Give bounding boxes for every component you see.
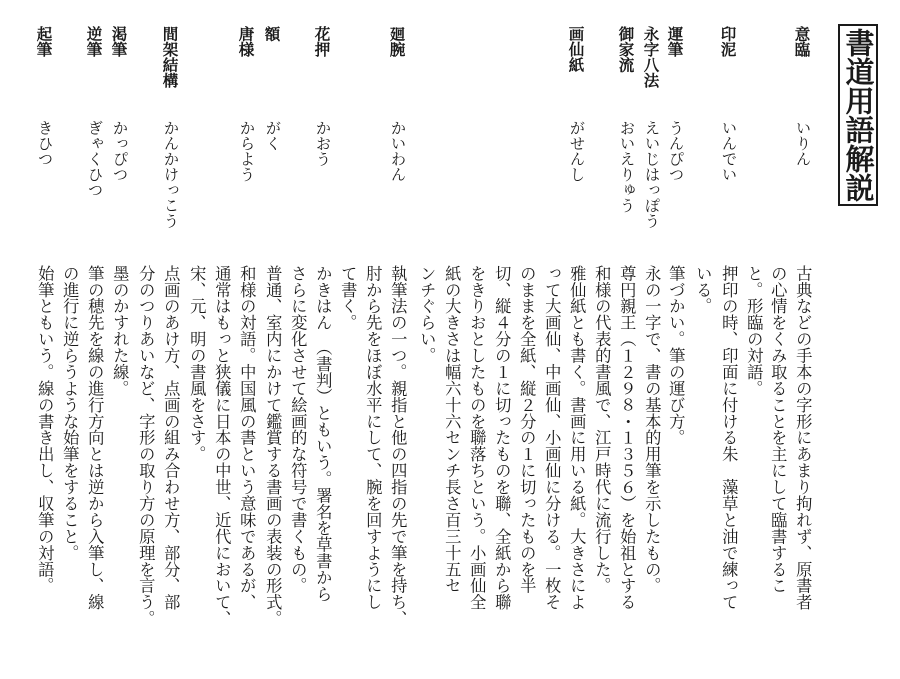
definition-line: 普通、室内にかけて鑑賞する書画の表装の形式。 [263,265,283,627]
term: 逆筆 [84,26,104,57]
definition-line: って大画仙、中画仙、小画仙に分ける。一枚そ [542,265,562,611]
definition-line: いる。 [693,265,713,315]
definition-line: 分のつりあいなど、字形の取り方の原理を言う。 [136,265,156,627]
term-reading: からよう [237,120,256,182]
term: 唐様 [236,26,256,57]
definition-line: 和様の代表的書風で、江戸時代に流行した。 [592,265,612,594]
definition-line: 古典などの手本の字形にあまり拘れず、原書者 [793,265,813,611]
definition-line: 執筆法の一つ。親指と他の四指の先で筆を持ち、 [388,265,408,627]
term-reading: かおう [313,120,332,167]
definition-line: の心情をくみ取ることを主にして臨書するこ [768,265,788,594]
definition-line: 点画のあけ方、点画の組み合わせ方、部分、部 [161,265,181,611]
definition-line: 雅仙紙とも書く。書画に用いる紙。大きさによ [567,265,587,611]
definition-line: のままを全紙、縦２分の１に切ったものを半 [517,265,537,594]
term-reading: おいえりゅう [617,120,636,213]
page-title-box [838,24,878,206]
term: 廻腕 [387,26,407,57]
definition-line: 永の一字で、書の基本的用筆を示したもの。 [642,265,662,594]
definition-line: ンチぐらい。 [417,265,437,364]
term-reading: うんぴつ [666,120,685,182]
term-reading: ぎゃくひつ [85,120,104,198]
term-reading: いんでい [719,120,738,182]
term: 運筆 [665,26,685,57]
term-reading: きひつ [35,120,54,167]
term-reading: がく [263,120,282,151]
definition-line: かきはん （書判）ともいう。署名を草書から [313,265,333,603]
term: 印泥 [718,26,738,57]
term: 意臨 [792,26,812,57]
term: 間架結構 [160,26,180,88]
term-reading: かんかけっこう [161,120,180,229]
definition-line: さらに変化させて絵画的な符号で書くもの。 [288,265,308,594]
definition-line: 肘から先をほぼ水平にして、腕を回すようにし [363,265,383,611]
definition-line: て書く。 [338,265,358,331]
term: 花押 [312,26,332,57]
definition-line: 切、縦４分の１に切ったものを聯、全紙から聯 [492,265,512,611]
term: 御家流 [616,26,636,73]
term: 額 [262,26,282,42]
definition-line: の進行に逆らうような始筆をすること。 [60,265,80,561]
term-reading: かっぴつ [110,120,129,182]
definition-line: 押印の時、印面に付ける朱 藻草と油で練って [719,265,739,611]
definition-line: 墨のかすれた線。 [110,265,130,397]
term: 渇筆 [109,26,129,57]
definition-line: 筆の穂先を線の進行方向とは逆から入筆し、線 [85,265,105,611]
term-reading: がせんし [567,120,586,182]
definition-line: 宋、元、明の書風をさす。 [187,265,207,463]
term: 起筆 [34,26,54,57]
definition-line: 筆づかい。筆の運び方。 [666,265,686,446]
term-reading: えいじはっぽう [642,120,661,229]
term-reading: かいわん [388,120,407,182]
term: 永字八法 [641,26,661,88]
definition-line: 通常はもっと狭儀に日本の中世、近代において、 [212,265,232,627]
page-title: 書道用語解説 [841,28,876,202]
definition-line: をきりおとしたものを聯落ちという。小画仙全 [467,265,487,611]
definition-line: 尊円親王（１２９８・１３５６）を始祖とする [617,265,637,611]
definition-line: 和様の対語。中国風の書という意味であるが、 [237,265,257,611]
definition-line: 始筆ともいう。線の書き出し、収筆の対語。 [35,265,55,594]
term: 画仙紙 [566,26,586,73]
term-reading: いりん [793,120,812,167]
definition-line: 紙の大きさは幅六十六センチ長さ百三十五セ [442,265,462,594]
definition-line: と。形臨の対語。 [744,265,764,397]
